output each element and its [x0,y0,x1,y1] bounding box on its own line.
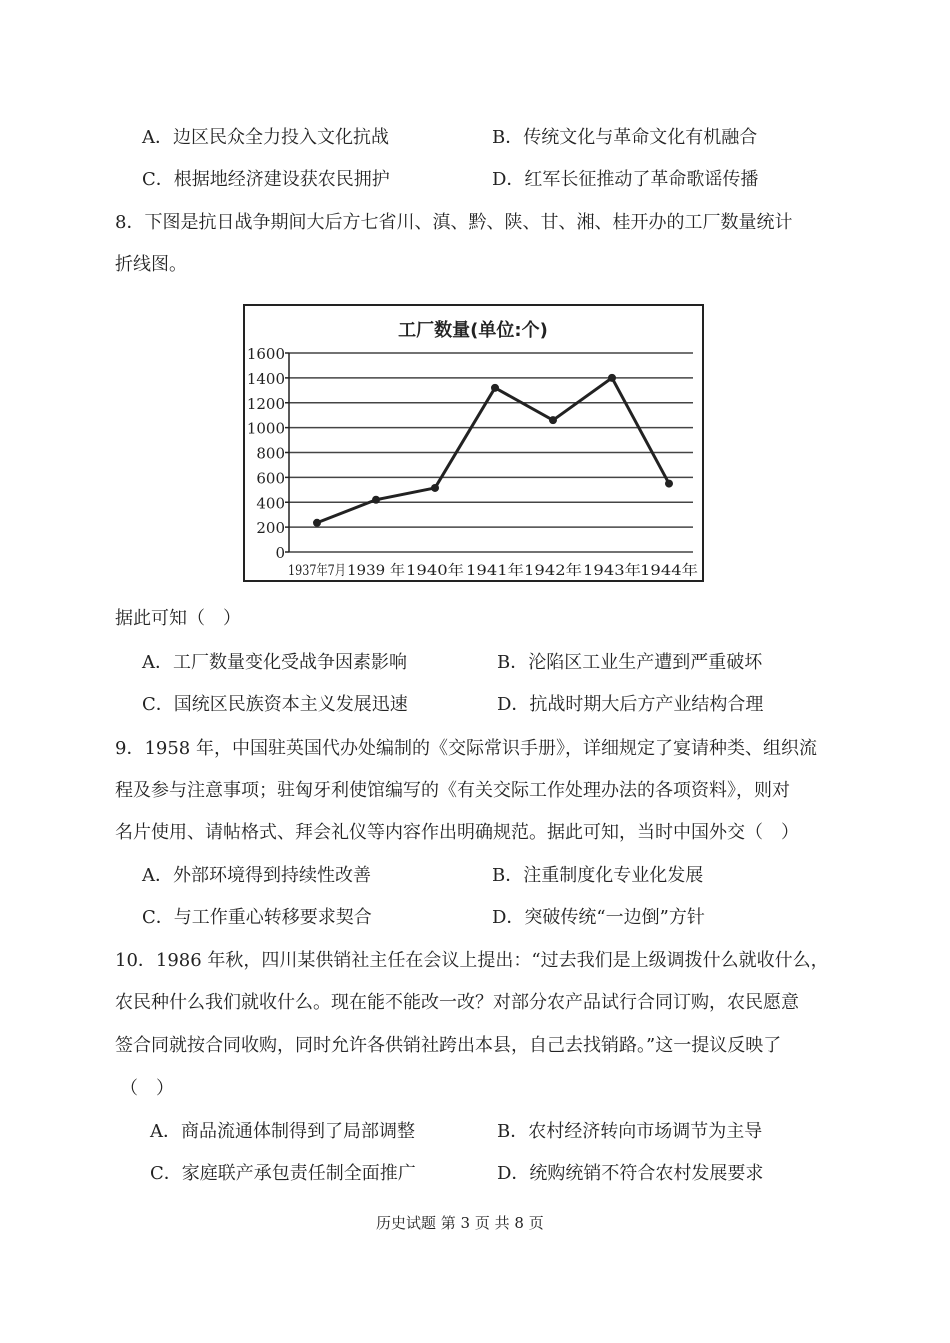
y-tick-label: 600 [256,469,285,488]
x-tick-label: 1941年 [466,563,516,579]
q9-stem-line3: 名片使用、请帖格式、拜会礼仪等内容作出明确规范。据此可知，当时中国外交（ ） [115,822,799,843]
y-tick-label: 1600 [246,345,285,363]
q10-stem-line3: 签合同就按合同收购，同时允许各供销社跨出本县，自己去找销路。”这一提议反映了 [115,1035,782,1056]
y-tick-label: 1200 [246,394,285,413]
data-point [372,496,380,504]
q8-option-c: C．国统区民族资本主义发展迅速 [142,694,408,715]
q8-stem-line1: 8．下图是抗日战争期间大后方七省川、滇、黔、陕、甘、湘、桂开办的工厂数量统计 [115,212,793,233]
y-tick-label: 1000 [246,419,285,438]
data-point [491,384,499,392]
q7-option-c: C．根据地经济建设获农民拥护 [142,169,390,190]
y-tick-label: 1400 [246,369,285,388]
q7-option-d: D．红军长征推动了革命歌谣传播 [492,169,759,190]
q10-stem-line2: 农民种什么我们就收什么。现在能不能改一改？对部分农产品试行合同订购，农民愿意 [115,992,799,1013]
data-point [431,484,439,492]
page-footer: 历史试题 第 3 页 共 8 页 [376,1214,544,1232]
q8-option-a: A．工厂数量变化受战争因素影响 [142,652,407,673]
q8-stem-line2: 折线图。 [115,254,187,275]
q10-option-b: B．农村经济转向市场调节为主导 [497,1121,763,1142]
data-point [665,480,673,488]
q8-option-d: D．抗战时期大后方产业结构合理 [497,694,764,715]
q9-option-c: C．与工作重心转移要求契合 [142,907,372,928]
x-tick-label: 1943年 [583,563,633,579]
data-point [608,374,616,382]
x-tick-label: 1937年7月 [288,563,361,579]
q10-stem-line4: （ ） [120,1078,174,1099]
q9-option-a: A．外部环境得到持续性改善 [142,865,371,886]
q7-option-a: A．边区民众全力投入文化抗战 [142,127,389,148]
q10-option-a: A．商品流通体制得到了局部调整 [150,1121,415,1142]
series-line [317,378,669,523]
y-tick-label: 800 [256,444,285,463]
q9-stem-line1: 9．1958 年，中国驻英国代办处编制的《交际常识手册》，详细规定了宴请种类、组织流 [115,738,817,759]
q7-option-b: B．传统文化与革命文化有机融合 [492,127,758,148]
data-point [313,519,321,527]
x-tick-label: 1940年 [406,563,456,579]
y-tick-label: 400 [256,494,285,513]
q10-stem-line1: 10．1986 年秋，四川某供销社主任在会议上提出：“过去我们是上级调拨什么就收什么， [115,950,829,971]
chart-title: 工厂数量(单位:个) [398,320,548,341]
q9-option-d: D．突破传统“一边倒”方针 [492,907,705,928]
q9-stem-line2: 程及参与注意事项；驻匈牙利使馆编写的《有关交际工作处理办法的各项资料》，则对 [115,780,790,801]
chart-svg [245,306,702,580]
y-tick-label: 200 [256,519,285,538]
data-point [549,416,557,424]
x-tick-label: 1942年 [524,563,574,579]
factory-count-chart [243,304,704,582]
q10-option-c: C．家庭联产承包责任制全面推广 [150,1163,416,1184]
y-tick-label: 0 [275,544,285,562]
q10-option-d: D．统购统销不符合农村发展要求 [497,1163,764,1184]
q9-option-b: B．注重制度化专业化发展 [492,865,704,886]
x-tick-label: 1939 年 [347,563,402,579]
x-tick-label: 1944年 [640,563,690,579]
q8-option-b: B．沦陷区工业生产遭到严重破坏 [497,652,763,673]
q8-prompt: 据此可知（ ） [115,608,241,629]
